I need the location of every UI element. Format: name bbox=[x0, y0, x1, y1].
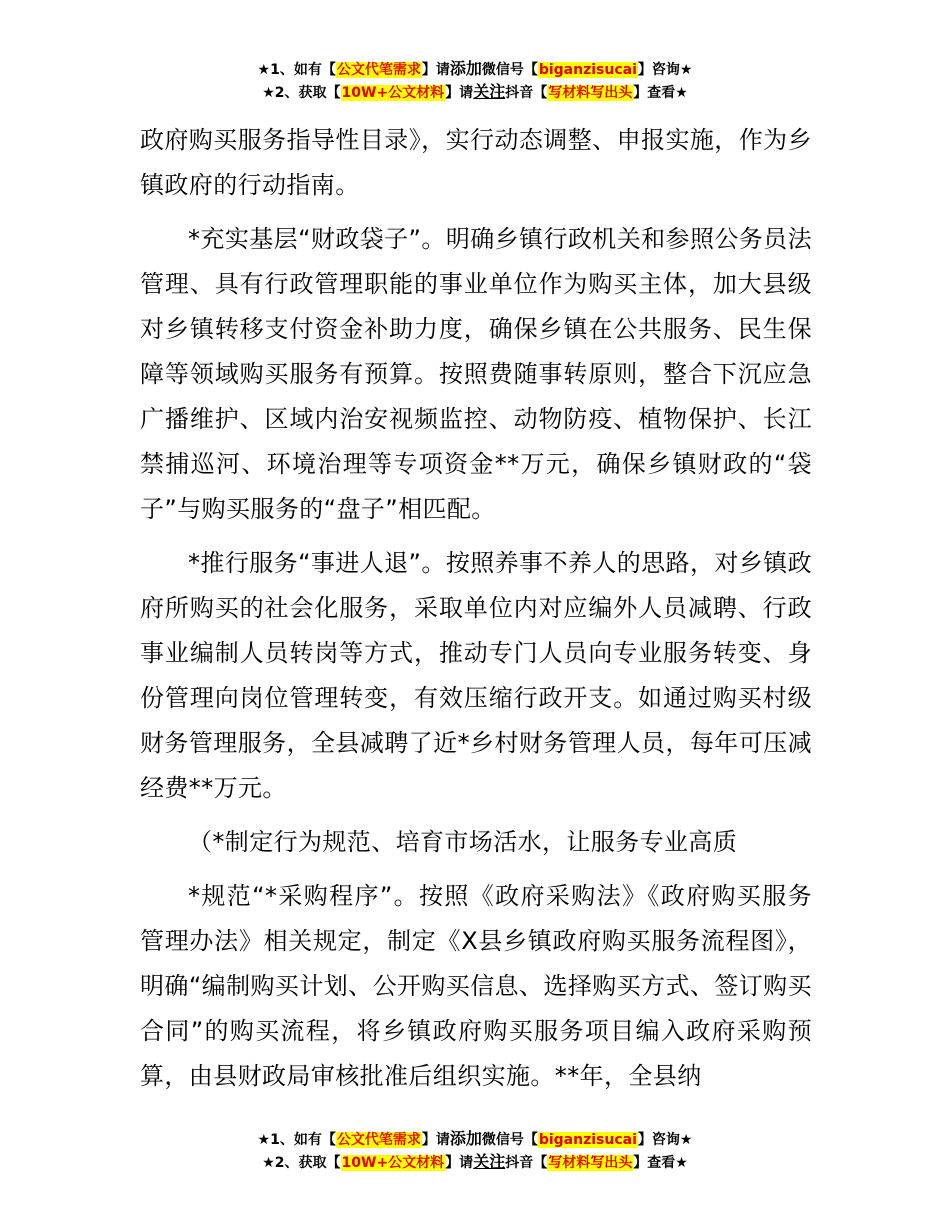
highlight-douyin-account: 写材料写出头 bbox=[548, 1155, 633, 1171]
highlight-materials: 10W+公文材料 bbox=[341, 1155, 445, 1171]
banner-line-2 bbox=[0, 81, 950, 104]
banner-text: 】查看★ bbox=[633, 1155, 688, 1171]
banner-line-1 bbox=[0, 1128, 950, 1151]
banner-text: 微信号【 bbox=[481, 1132, 538, 1148]
banner-text: 】咨询★ bbox=[637, 62, 693, 78]
highlight-ghostwriting: 公文代笔需求 bbox=[336, 62, 421, 78]
banner-text: 】请 bbox=[445, 85, 474, 101]
banner-text: 】请 bbox=[445, 1155, 474, 1171]
banner-line-1 bbox=[0, 58, 950, 81]
banner-text: 抖音【 bbox=[505, 1155, 548, 1171]
paragraph-service-shift: *推行服务“事进人退”。按照养事不养人的思路，对乡镇政府所购买的社会化服务，采取单位内对应编外人员减聘、行政事业编制人员转岗等方式，推动专门人员向专业服务转变、身份管理向岗位管理转变，有效压缩行政开支。如通过购买村级财务管理服务，全县减聘了近*乡村财务管理人员，每年可压减经费**万元。 bbox=[140, 549, 812, 802]
banner-line-2 bbox=[0, 1151, 950, 1174]
emphasis-follow: 关注 bbox=[473, 82, 506, 101]
banner-text: 】请 bbox=[421, 1132, 450, 1148]
highlight-materials: 10W+公文材料 bbox=[341, 85, 445, 101]
footer-banner bbox=[0, 1128, 950, 1174]
banner-text: ★2、获取【 bbox=[262, 85, 341, 101]
emphasis-add: 添加 bbox=[449, 59, 482, 78]
emphasis-follow: 关注 bbox=[473, 1152, 506, 1171]
highlight-douyin-account: 写材料写出头 bbox=[548, 85, 633, 101]
highlight-ghostwriting: 公文代笔需求 bbox=[336, 1132, 421, 1148]
banner-text: ★2、获取【 bbox=[262, 1155, 341, 1171]
banner-text: ★1、如有【 bbox=[257, 62, 336, 78]
header-banner bbox=[0, 58, 950, 104]
banner-text: 】请 bbox=[421, 62, 450, 78]
banner-text: 抖音【 bbox=[505, 85, 548, 101]
document-body bbox=[140, 118, 812, 1099]
section-heading: （*制定行为规范、培育市场活水，让服务专业高质 bbox=[188, 828, 738, 856]
banner-text: 】查看★ bbox=[633, 85, 688, 101]
paragraph-procurement: *规范“*采购程序”。按照《政府采购法》《政府购买服务管理办法》相关规定，制定《X县乡镇政府购买服务流程图》，明确“编制购买计划、公开购买信息、选择购买方式、签订购买合同”的购买流程，将乡镇政府购买服务项目编入政府采购预算，由县财政局审核批准后组织实施。**年，全县纳 bbox=[140, 882, 812, 1090]
paragraph-fiscal-bag: *充实基层“财政袋子”。明确乡镇行政机关和参照公务员法管理、具有行政管理职能的事业单位作为购买主体，加大县级对乡镇转移支付资金补助力度，确保乡镇在公共服务、民生保障等领域购买服务有预算。按照费随事转原则，整合下沉应急广播维护、区域内治安视频监控、动物防疫、植物保护、长江禁捕巡河、环境治理等专项资金**万元，确保乡镇财政的“袋子”与购买服务的“盘子”相匹配。 bbox=[140, 225, 812, 523]
highlight-wechat-id: biganzisucai bbox=[538, 1132, 637, 1148]
highlight-wechat-id: biganzisucai bbox=[538, 62, 637, 78]
banner-text: ★1、如有【 bbox=[257, 1132, 336, 1148]
emphasis-add: 添加 bbox=[449, 1129, 482, 1148]
banner-text: 微信号【 bbox=[481, 62, 538, 78]
banner-text: 】咨询★ bbox=[637, 1132, 693, 1148]
paragraph-continuation: 政府购买服务指导性目录》，实行动态调整、申报实施，作为乡镇政府的行动指南。 bbox=[140, 126, 812, 199]
